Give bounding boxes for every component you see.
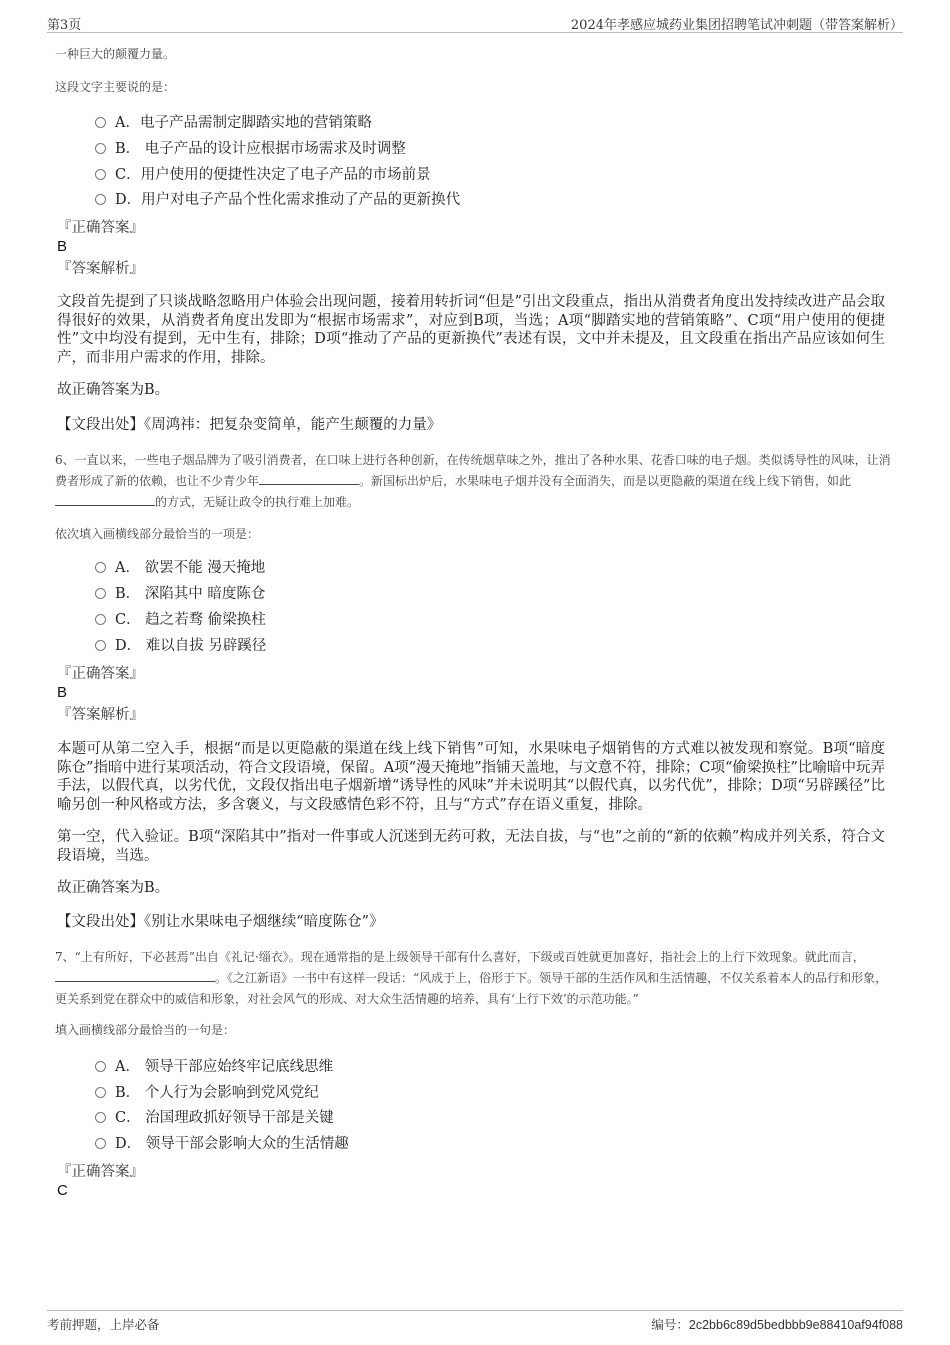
radio-icon[interactable] [95, 1087, 106, 1098]
document-title: 2024年孝感应城药业集团招聘笔试冲刺题（带答案解析） [570, 18, 903, 33]
q7-answer: C [57, 1182, 68, 1199]
q5-conclusion: 故正确答案为B。 [57, 382, 170, 398]
page-number: 第3页 [47, 18, 82, 33]
radio-icon[interactable] [95, 1138, 106, 1149]
q5-analysis-label: 『答案解析』 [57, 261, 144, 277]
radio-icon[interactable] [95, 588, 106, 599]
q7-option-d[interactable]: D． 领导干部会影响大众的生活情趣 [95, 1133, 349, 1155]
q6-stem: 6、一直以来，一些电子烟品牌为了吸引消费者，在口味上进行各种创新，在传统烟草味之外，推出了各种水果、花香口味的电子烟。类似诱导性的风味，让消费者形成了新的依赖，也让不少青少年 。新国标出炉后，水果味电子烟并没有全面消失，而是以更隐蔽的渠道在线上线下销售，如此的方式，无疑让政令的执行难上加难。 [55, 453, 891, 509]
radio-icon[interactable] [95, 1112, 106, 1123]
document-code [651, 1315, 903, 1333]
page-footer [47, 1310, 903, 1333]
q6-prompt: 依次填入画横线部分最恰当的一项是： [55, 527, 260, 541]
q6-conclusion: 故正确答案为B。 [57, 880, 170, 896]
q5-option-d[interactable]: D．用户对电子产品个性化需求推动了产品的更新换代 [95, 189, 460, 211]
q6-blank-1 [259, 472, 359, 485]
q5-option-b[interactable]: B． 电子产品的设计应根据市场需求及时调整 [95, 138, 406, 160]
q6-analysis-2: 第一空，代入验证。B项“深陷其中”指对一件事或人沉迷到无药可救，无法自拔，与“也”之前的“新的依赖”构成并列关系，符合文段语境，当选。 [57, 829, 885, 864]
q7-option-c[interactable]: C． 治国理政抓好领导干部是关键 [95, 1107, 334, 1129]
q6-option-c[interactable]: C． 趋之若骛 偷梁换柱 [95, 609, 266, 631]
footer-slogan: 考前押题，上岸必备 [47, 1317, 160, 1332]
q6-option-a[interactable]: A． 欲罢不能 漫天掩地 [95, 557, 265, 579]
q6-answer: B [57, 684, 68, 701]
document-code-value: 2c2bb6c89d5bedbbb9e88410af94f088 [688, 1318, 903, 1332]
q6-blank-2 [55, 493, 155, 506]
radio-icon[interactable] [95, 640, 106, 651]
q5-option-c[interactable]: C．用户使用的便捷性决定了电子产品的市场前景 [95, 164, 431, 186]
q5-stem-tail: 一种巨大的颠覆力量。 [55, 47, 176, 61]
radio-icon[interactable] [95, 143, 106, 154]
q5-analysis: 文段首先提到了只谈战略忽略用户体验会出现问题，接着用转折词“但是”引出文段重点，指出从消费者角度出发持续改进产品会取得很好的效果，从消费者角度出发即为“根据市场需求”，对应到B项，当选；A项“脚踏实地的营销策略”、C项“用户使用的便捷性”文中均没有提到，无中生有，排除；D项“推动了产品的更新换代”表述有误，文中并未提及，且文段重在指出产品应该如何生产，而非用户需求的作用，排除。 [57, 294, 885, 366]
q7-prompt: 填入画横线部分最恰当的一句是： [55, 1023, 236, 1037]
q6-source: 【文段出处】《别让水果味电子烟继续“暗度陈仓”》 [57, 914, 384, 930]
q5-source: 【文段出处】《周鸿祎：把复杂变简单，能产生颠覆的力量》 [57, 417, 442, 433]
q7-option-b[interactable]: B． 个人行为会影响到党风党纪 [95, 1082, 319, 1104]
q5-prompt: 这段文字主要说的是： [55, 80, 176, 94]
q7-blank [55, 969, 215, 982]
page-header [47, 14, 903, 33]
radio-icon[interactable] [95, 562, 106, 573]
q7-answer-label: 『正确答案』 [57, 1164, 144, 1180]
q7-stem: 7、“上有所好，下必甚焉”出自《礼记·缁衣》。现在通常指的是上级领导干部有什么喜好，下级或百姓就更加喜好，指社会上的上行下效现象。就此而言，。《之江新语》一书中有这样一段话：“风成于上，俗形于下。领导干部的生活作风和生活情趣，不仅关系着本人的品行和形象，更关系到党在群众中的威信和形象，对社会风气的形成、对大众生活情趣的培养，具有‘上行下效’的示范功能。” [55, 950, 888, 1006]
q6-analysis-label: 『答案解析』 [57, 707, 144, 723]
q6-option-d[interactable]: D． 难以自拔 另辟蹊径 [95, 635, 266, 657]
q5-answer: B [57, 238, 68, 255]
q5-option-a[interactable]: A．电子产品需制定脚踏实地的营销策略 [95, 112, 372, 134]
q5-answer-label: 『正确答案』 [57, 220, 144, 236]
radio-icon[interactable] [95, 194, 106, 205]
q6-option-b[interactable]: B． 深陷其中 暗度陈仓 [95, 583, 265, 605]
radio-icon[interactable] [95, 117, 106, 128]
q6-answer-label: 『正确答案』 [57, 666, 144, 682]
document-code-label: 编号： [651, 1317, 689, 1332]
radio-icon[interactable] [95, 614, 106, 625]
radio-icon[interactable] [95, 169, 106, 180]
q6-analysis-1: 本题可从第二空入手，根据“而是以更隐蔽的渠道在线上线下销售”可知，水果味电子烟销售的方式难以被发现和察觉。B项“暗度陈仓”指暗中进行某项活动，符合文段语境，保留。A项“漫天掩地”指铺天盖地，与文意不符，排除；C项“偷梁换柱”比喻暗中玩弄手法，以假代真，以劣代优，文段仅指出电子烟新增“诱导性的风味”并未说明其“以假代真，以劣代优”，排除；D项“另辟蹊径”比喻另创一种风格或方法，多含褒义，与文段感情色彩不符，且与“方式”存在语义重复，排除。 [57, 741, 885, 813]
radio-icon[interactable] [95, 1061, 106, 1072]
q7-option-a[interactable]: A． 领导干部应始终牢记底线思维 [95, 1056, 333, 1078]
